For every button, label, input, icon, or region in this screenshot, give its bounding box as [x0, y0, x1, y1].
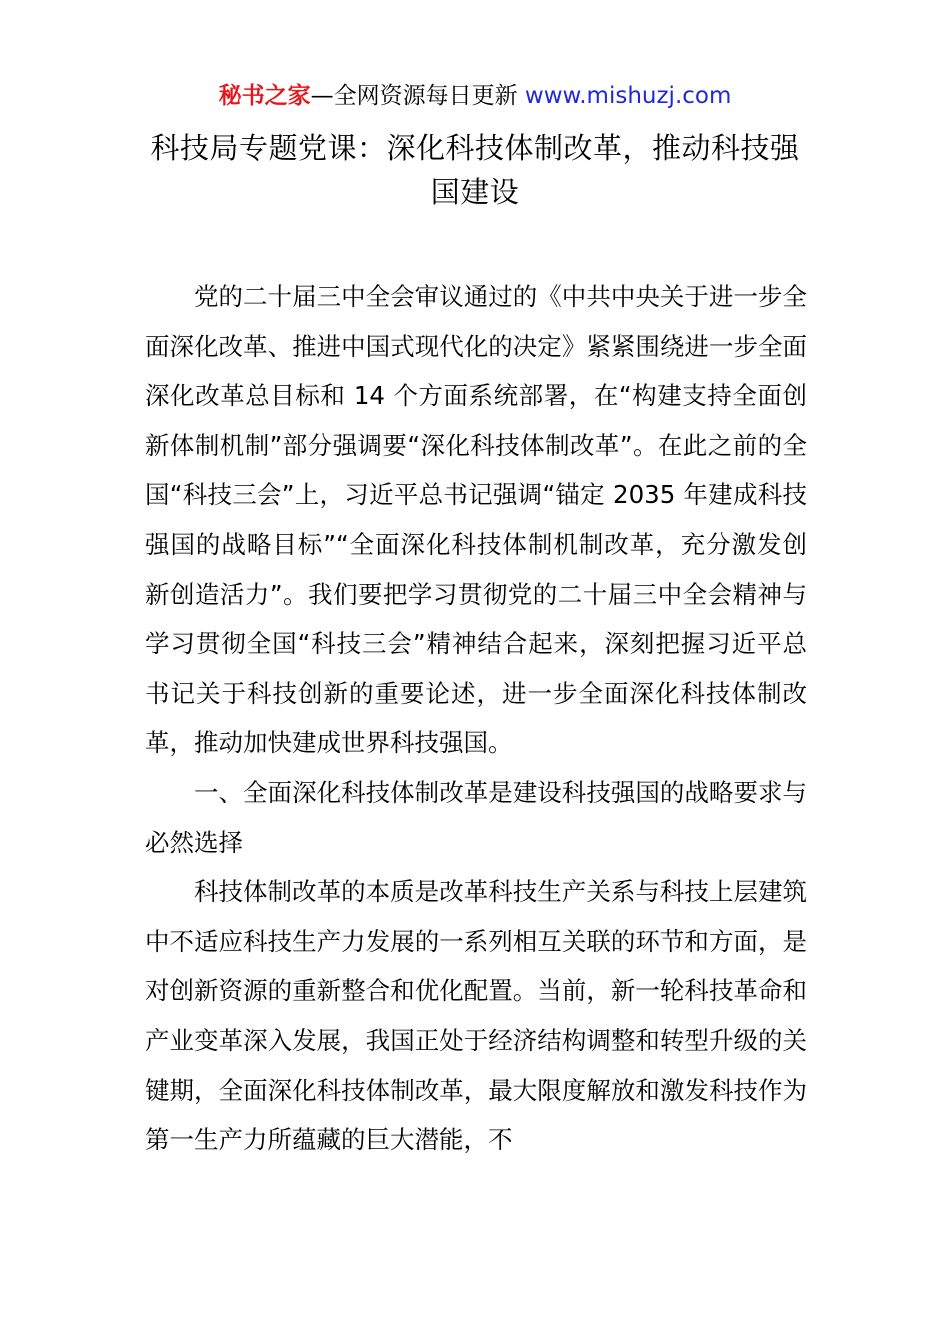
- site-url[interactable]: www.mishuzj.com: [524, 83, 732, 109]
- page-header: [0, 80, 950, 112]
- section-heading: 一、全面深化科技体制改革是建设科技强国的战略要求与必然选择: [145, 777, 807, 857]
- paragraph-section-one: 科技体制改革的本质是改革科技生产关系与科技上层建筑中不适应科技生产力发展的一系列相互关联的环节和方面，是对创新资源的重新整合和优化配置。当前，新一轮科技革命和产业变革深入发展，我国正处于经济结构调整和转型升级的关键期，全面深化科技体制改革，最大限度解放和激发科技作为第一生产力所蕴藏的巨大潜能，不: [145, 877, 807, 1155]
- brand-name: 秘书之家: [218, 83, 311, 109]
- document-title: 科技局专题党课：深化科技体制改革，推动科技强国建设: [150, 131, 800, 209]
- paragraph-intro: 党的二十届三中全会审议通过的《中共中央关于进一步全面深化改革、推进中国式现代化的决定》紧紧围绕进一步全面深化改革总目标和 14 个方面系统部署，在“构建支持全面创新体制机制”部分强调要“深化科技体制改革”。在此之前的全国“科技三会”上，习近平总书记强调“锚定 2035 年建成科技强国的战略目标”“全面深化科技体制机制改革，充分激发创新创造活力”。我们要把学习贯彻党的二十届三中全会精神与学习贯彻全国“科技三会”精神结合起来，深刻把握习近平总书记关于科技创新的重要论述，进一步全面深化科技体制改革，推动加快建成世界科技强国。: [145, 282, 807, 758]
- header-slogan: —全网资源每日更新: [310, 83, 518, 109]
- document-body: [145, 272, 807, 1165]
